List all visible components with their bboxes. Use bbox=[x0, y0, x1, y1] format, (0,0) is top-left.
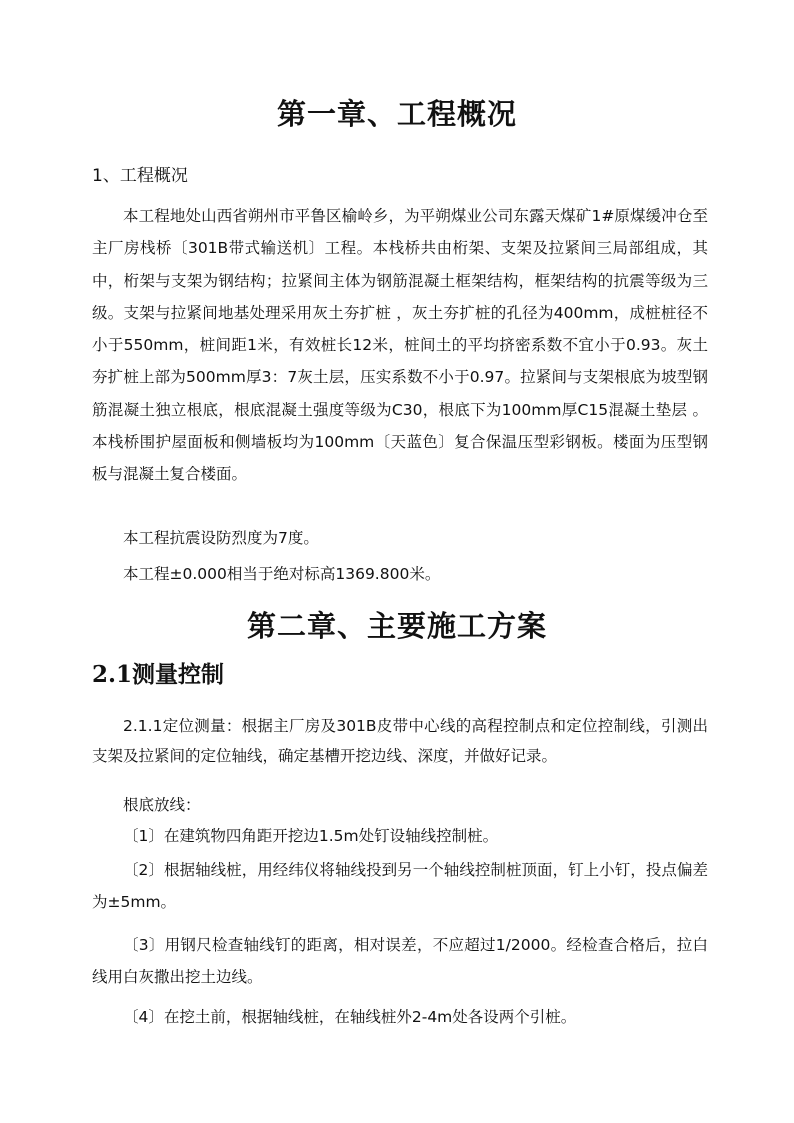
positioning-survey-paragraph: 2.1.1定位测量：根据主厂房及301B皮带中心线的高程控制点和定位控制线，引测出支架及拉紧间的定位轴线，确定基槽开挖边线、深度，并做好记录。 bbox=[92, 717, 708, 765]
list-item-2: 〔2〕根据轴线桩，用经纬仪将轴线投到另一个轴线控制桩顶面，钉上小钉，投点偏差为±5mm。 bbox=[92, 861, 708, 911]
seismic-intensity-paragraph: 本工程抗震设防烈度为7度。 bbox=[123, 529, 319, 547]
chapter-1-title: 第一章、工程概况 bbox=[276, 97, 517, 131]
section-2-1-heading: 2.1测量控制 bbox=[92, 661, 225, 688]
chapter-2-title: 第二章、主要施工方案 bbox=[246, 609, 547, 643]
elevation-paragraph: 本工程±0.000相当于绝对标高1369.800米。 bbox=[123, 565, 441, 583]
foundation-layout-label: 根底放线： bbox=[123, 796, 201, 814]
project-overview-paragraph: 本工程地处山西省朔州市平鲁区榆岭乡，为平朔煤业公司东露天煤矿1#原煤缓冲仓至主厂房栈桥〔301B带式输送机〕工程。本栈桥共由桁架、支架及拉紧间三局部组成，其中，桁架与支架为钢结构；拉紧间主体为钢筋混凝土框架结构，框架结构的抗震等级为三级。支架与拉紧间地基处理采用灰土夯扩桩 ，灰土夯扩桩的孔径为400mm，成桩桩径不小于550mm，桩间距1米，有效桩长12米，桩间土的平均挤密系数不宜小于0.93。灰土夯扩桩上部为500mm厚3：7灰土层，压实系数不小于0.97。拉紧间与支架根底为坡型钢筋混凝土独立根底，根底混凝土强度等级为C30，根底下为100mm厚C15混凝土垫层 。本栈桥围护屋面板和侧墙板均为100mm〔天蓝色〕复合保温压型彩钢板。楼面为压型钢板与混凝土复合楼面。 bbox=[92, 207, 708, 484]
list-item-4: 〔4〕在挖土前，根据轴线桩，在轴线桩外2-4m处各设两个引桩。 bbox=[123, 1008, 577, 1026]
list-item-3: 〔3〕用钢尺检查轴线钉的距离，相对误差，不应超过1/2000。经检查合格后，拉白线用白灰撒出挖土边线。 bbox=[92, 936, 708, 986]
list-item-1: 〔1〕在建筑物四角距开挖边1.5m处钉设轴线控制桩。 bbox=[123, 827, 499, 845]
section-1-heading: 1、工程概况 bbox=[92, 166, 188, 186]
